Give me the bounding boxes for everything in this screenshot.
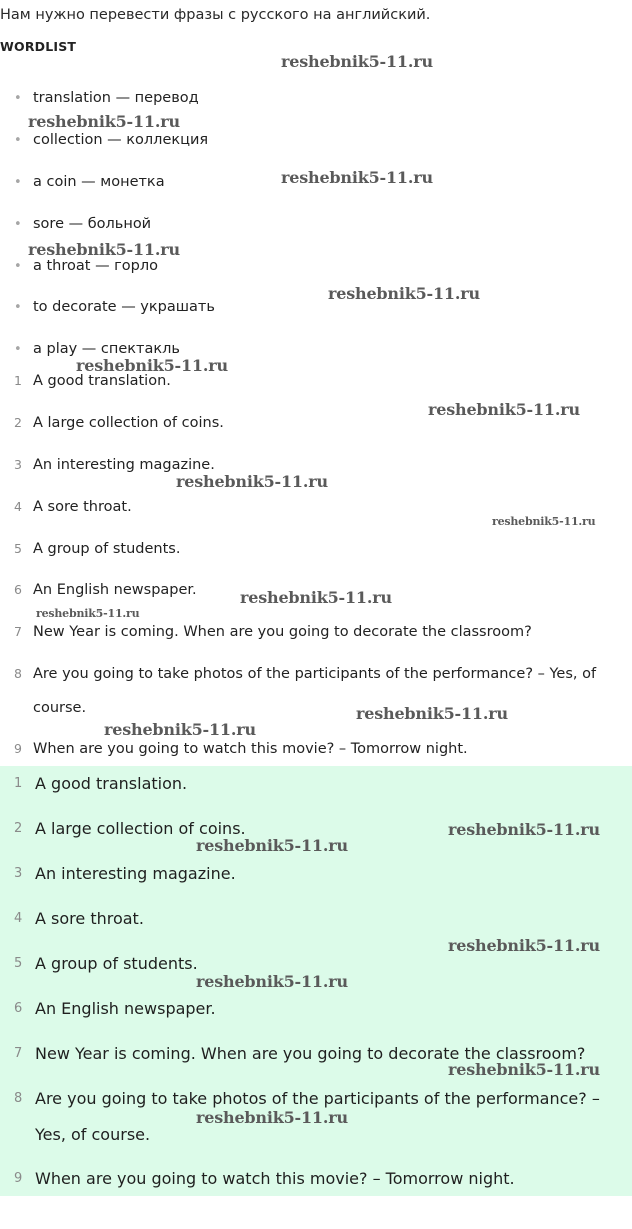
exercise-text: An English newspaper. <box>33 582 197 598</box>
answer-item <box>14 766 624 802</box>
answer-text: A good translation. <box>35 774 188 793</box>
answer-item <box>14 901 624 937</box>
wordlist-item-text: translation — перевод <box>33 90 199 106</box>
answer-number: 7 <box>14 1046 23 1061</box>
answer-text: A sore throat. <box>35 909 144 928</box>
answer-text: A large collection of coins. <box>35 819 246 838</box>
watermark: reshebnik5-11.ru <box>448 820 600 839</box>
wordlist-item-text: a play — спектакль <box>33 341 180 357</box>
watermark: reshebnik5-11.ru <box>328 284 480 303</box>
wordlist-heading: WORDLIST <box>0 39 77 54</box>
answer-number: 9 <box>14 1171 23 1186</box>
watermark: reshebnik5-11.ru <box>448 936 600 955</box>
answer-number: 2 <box>14 821 23 836</box>
answer-item <box>14 991 624 1027</box>
watermark: reshebnik5-11.ru <box>196 1108 348 1127</box>
exercise-number: 4 <box>14 499 22 514</box>
exercise-text: New Year is coming. When are you going to decorate the classroom? <box>33 624 532 640</box>
watermark: reshebnik5-11.ru <box>492 515 596 528</box>
exercise-item <box>14 532 632 566</box>
bullet-icon: • <box>14 259 22 274</box>
answer-text: An English newspaper. <box>35 999 216 1018</box>
answer-text: Are you going to take photos of the participants of the performance? – Yes, of course. <box>35 1089 600 1144</box>
exercise-text: A good translation. <box>33 373 171 389</box>
watermark: reshebnik5-11.ru <box>196 836 348 855</box>
wordlist-item-text: to decorate — украшать <box>33 299 215 315</box>
wordlist-item <box>14 216 151 232</box>
exercise-number: 2 <box>14 415 22 430</box>
wordlist-item-text: sore — больной <box>33 216 152 232</box>
bullet-icon: • <box>14 300 22 315</box>
answer-number: 1 <box>14 776 23 791</box>
answer-number: 8 <box>14 1091 23 1106</box>
answer-item <box>14 856 624 892</box>
answer-number: 4 <box>14 911 23 926</box>
watermark: reshebnik5-11.ru <box>281 168 433 187</box>
watermark: reshebnik5-11.ru <box>356 704 508 723</box>
watermark: reshebnik5-11.ru <box>28 240 180 259</box>
watermark: reshebnik5-11.ru <box>448 1060 600 1079</box>
bullet-icon: • <box>14 342 22 357</box>
bullet-icon: • <box>14 133 22 148</box>
bullet-icon: • <box>14 91 22 106</box>
wordlist-item-text: a throat — горло <box>33 258 159 274</box>
exercise-text: An interesting magazine. <box>33 457 215 473</box>
watermark: reshebnik5-11.ru <box>76 356 228 375</box>
intro-text: Нам нужно перевести фразы с русского на английский. <box>0 7 431 23</box>
wordlist-item <box>14 132 208 148</box>
exercise-item <box>14 657 632 725</box>
exercise-text: When are you going to watch this movie? – Tomorrow night. <box>33 741 468 757</box>
answer-text: New Year is coming. When are you going to decorate the classroom? <box>35 1044 586 1063</box>
exercise-text: A large collection of coins. <box>33 415 224 431</box>
exercise-number: 6 <box>14 582 22 597</box>
wordlist-item-text: a coin — монетка <box>33 174 165 190</box>
watermark: reshebnik5-11.ru <box>281 52 433 71</box>
exercise-item <box>14 615 632 649</box>
exercise-number: 7 <box>14 624 22 639</box>
watermark: reshebnik5-11.ru <box>196 972 348 991</box>
bullet-icon: • <box>14 175 22 190</box>
wordlist-item <box>14 341 180 357</box>
exercise-number: 1 <box>14 373 22 388</box>
exercise-text: A group of students. <box>33 541 181 557</box>
wordlist-item-text: collection — коллекция <box>33 132 209 148</box>
answer-item <box>14 1161 624 1197</box>
exercise-text: A sore throat. <box>33 499 132 515</box>
wordlist-item <box>14 174 165 190</box>
answer-number: 3 <box>14 866 23 881</box>
watermark: reshebnik5-11.ru <box>428 400 580 419</box>
exercise-number: 9 <box>14 741 22 756</box>
watermark: reshebnik5-11.ru <box>176 472 328 491</box>
exercise-text: Are you going to take photos of the participants of the performance? – Yes, of course. <box>33 666 597 716</box>
wordlist-item <box>14 90 199 106</box>
watermark: reshebnik5-11.ru <box>36 607 140 620</box>
exercise-number: 5 <box>14 541 22 556</box>
answer-text: An interesting magazine. <box>35 864 236 883</box>
answer-text: A group of students. <box>35 954 198 973</box>
wordlist-item <box>14 258 158 274</box>
bullet-icon: • <box>14 217 22 232</box>
answer-number: 5 <box>14 956 23 971</box>
wordlist-item <box>14 299 215 315</box>
exercise-number: 8 <box>14 666 22 681</box>
answer-number: 6 <box>14 1001 23 1016</box>
answer-text: When are you going to watch this movie? – Tomorrow night. <box>35 1169 515 1188</box>
watermark: reshebnik5-11.ru <box>240 588 392 607</box>
exercise-number: 3 <box>14 457 22 472</box>
watermark: reshebnik5-11.ru <box>104 720 256 739</box>
watermark: reshebnik5-11.ru <box>28 112 180 131</box>
